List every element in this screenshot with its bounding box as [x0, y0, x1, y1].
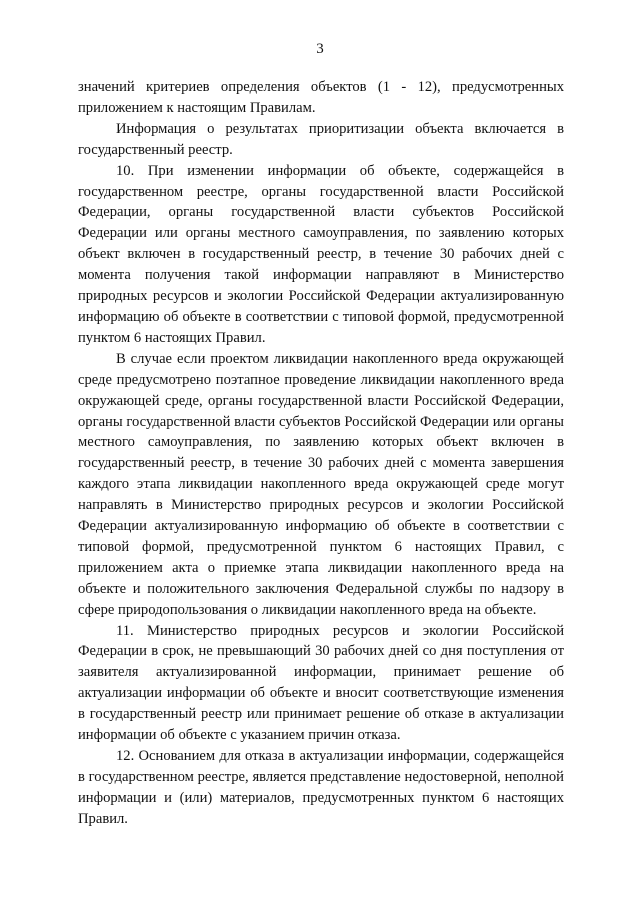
paragraph-clause-11: 11. Министерство природных ресурсов и экологии Российской Федерации в срок, не превышающий 30 рабочих дней со дня поступления от заявителя актуализированной информации, принимает решение об актуализации информации об объекте и вносит соответствующие изменения в государственный реестр или принимает решение об отказе в актуализации информации об объекте с указанием причин отказа.	[78, 622, 564, 744]
paragraph-criteria-continuation: значений критериев определения объектов (1 - 12), предусмотренных приложением к настоящим Правилам.	[78, 79, 564, 116]
paragraph-clause-10: 10. При изменении информации об объекте, содержащейся в государственном реестре, органы государственной власти Российской Федерации, органы государственной власти субъектов Российской Федерации или органы местного самоуправления, по заявлению которых объект включен в государственный реестр, в течение 30 рабочих дней с момента получения такой информации направляют в Министерство природных ресурсов и экологии Российской Федерации актуализированную информацию об объекте в соответствии с типовой формой, предусмотренной пунктом 6 настоящих Правил.	[78, 162, 564, 346]
paragraph-prioritization-info: Информация о результатах приоритизации объекта включается в государственный реестр.	[78, 120, 564, 158]
paragraph-clause-12: 12. Основанием для отказа в актуализации информации, содержащейся в государственном реестре, является представление недостоверной, неполной информации и (или) материалов, предусмотренных пунктом 6 настоящих Правил.	[78, 748, 564, 827]
document-body	[78, 77, 564, 830]
page-number: 3	[316, 41, 324, 57]
paragraph-staged-liquidation: В случае если проектом ликвидации накопленного вреда окружающей среде предусмотрено поэтапное проведение ликвидации накопленного вреда окружающей среде, органы государственной власти Российской Федерации, органы государственной власти субъектов Российской Федерации или органы местного самоуправления, по заявлению которых объект включен в государственный реестр, в течение 30 рабочих дней с момента завершения каждого этапа ликвидации накопленного вреда окружающей среде могут направлять в Министерство природных ресурсов и экологии Российской Федерации актуализированную информацию об объекте в соответствии с типовой формой, предусмотренной пунктом 6 настоящих Правил, с приложением акта о приемке этапа ликвидации накопленного вреда на объекте и положительного заключения Федеральной службы по надзору в сфере природопользования о ликвидации накопленного вреда на объекте.	[78, 350, 564, 618]
